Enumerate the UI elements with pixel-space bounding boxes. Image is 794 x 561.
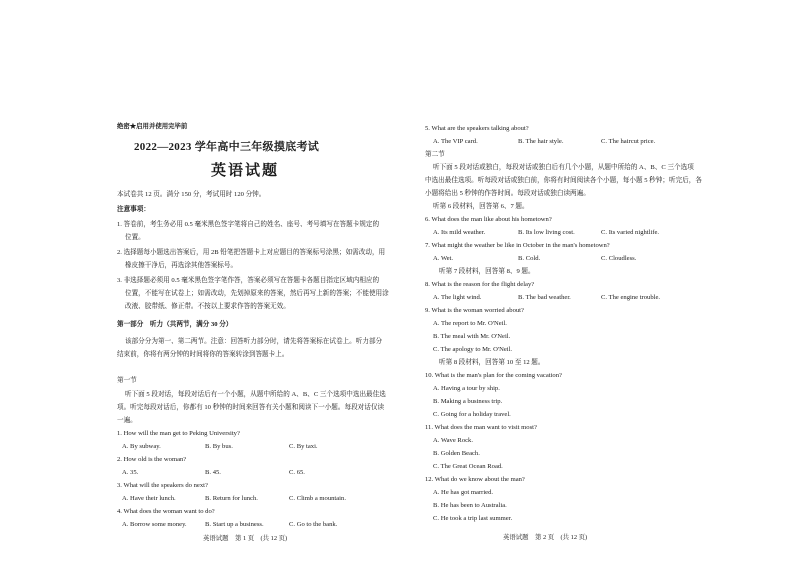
- q7-option-c: C. Cloudless.: [601, 255, 637, 262]
- question-7: 7. What might the weather be like in October in the man's hometown?: [425, 242, 610, 249]
- note-1-line-2: 位置。: [125, 234, 145, 241]
- q6-option-a: A. Its mild weather.: [433, 229, 486, 236]
- question-8: 8. What is the reason for the flight delay?: [425, 281, 535, 288]
- q3-option-c: C. Climb a mountain.: [289, 495, 346, 502]
- notes-heading: 注意事项：: [117, 206, 150, 213]
- note-3-line-2: 位置，不能写在试卷上；如需改动，先划掉原来的答案，然后再写上新的答案；不能使用涂: [125, 290, 389, 297]
- exam-info: 本试卷共 12 页。满分 150 分，考试用时 120 分钟。: [117, 191, 266, 198]
- question-4: 4. What does the woman want to do?: [117, 508, 215, 515]
- q6-option-c: C. Its varied nightlife.: [601, 229, 660, 236]
- q9-option-a: A. The report to Mr. O'Neil.: [433, 320, 507, 327]
- question-11: 11. What does the man want to visit most?: [425, 424, 537, 431]
- q8-option-b: B. The bad weather.: [518, 294, 571, 301]
- q9-option-c: C. The apology to Mr. O'Neil.: [433, 346, 513, 353]
- exam-title: 2022—2023 学年高中三年级摸底考试: [134, 141, 320, 153]
- page-2-footer: 英语试题 第 2 页 (共 12 页): [503, 534, 588, 541]
- q2-option-b: B. 45.: [205, 469, 221, 476]
- q8-option-c: C. The engine trouble.: [601, 294, 661, 301]
- q7-option-a: A. Wet.: [433, 255, 454, 262]
- q6-option-b: B. Its low living cost.: [518, 229, 575, 236]
- part1-desc-line-2: 结束前，你将有两分钟的时间将你的答案转涂到答题卡上。: [117, 351, 289, 358]
- part1-desc-line-1: 该部分分为第一、第二两节。注意：回答听力部分时，请先将答案标在试卷上。听力部分: [125, 338, 383, 345]
- question-10: 10. What is the man's plan for the coming vacation?: [425, 372, 562, 379]
- note-3-line-1: 3. 非选择题必须用 0.5 毫米黑色签字笔作答，答案必须写在答题卡各题目指定区域内相应的: [117, 277, 380, 284]
- question-1: 1. How will the man get to Peking University?: [117, 430, 240, 437]
- section-2-desc-line-2: 中选出最佳选项。听每段对话或独白前，你将有时间阅读各个小题，每小题 5 秒钟；听完后，各: [425, 177, 702, 184]
- section-1-desc-line-1: 听下面 5 段对话，每段对话后有一个小题，从题中所给的 A、B、C 三个选项中选出最佳选: [125, 391, 386, 398]
- listening-7-instruction: 听第 7 段材料，回答第 8、9 题。: [439, 268, 535, 275]
- section-2-label: 第二节: [425, 151, 445, 158]
- q5-option-b: B. The hair style.: [518, 138, 564, 145]
- q7-option-b: B. Cold.: [518, 255, 541, 262]
- part1-heading: 第一部分 听力（共两节，满分 30 分）: [117, 321, 233, 328]
- q8-option-a: A. The light wind.: [433, 294, 482, 301]
- question-2: 2. How old is the woman?: [117, 456, 187, 463]
- q11-option-a: A. Wave Rock.: [433, 437, 473, 444]
- q2-option-c: C. 65.: [289, 469, 305, 476]
- question-5: 5. What are the speakers talking about?: [425, 125, 529, 132]
- q4-option-c: C. Go to the bank.: [289, 521, 338, 528]
- question-12: 12. What do we know about the man?: [425, 476, 525, 483]
- paper-title: 英语试题: [211, 163, 280, 179]
- section-1-label: 第一节: [117, 377, 137, 384]
- q1-option-a: A. By subway.: [122, 443, 161, 450]
- q4-option-a: A. Borrow some money.: [122, 521, 187, 528]
- q5-option-a: A. The VIP card.: [433, 138, 478, 145]
- confidential-label: 绝密★启用并使用完毕前: [117, 123, 188, 130]
- q11-option-c: C. The Great Ocean Road.: [433, 463, 503, 470]
- q10-option-c: C. Going for a holiday travel.: [433, 411, 511, 418]
- section-1-desc-line-3: 一遍。: [117, 417, 137, 424]
- note-3-line-3: 改液、胶带纸、修正带。不按以上要求作答的答案无效。: [125, 303, 290, 310]
- q2-option-a: A. 35.: [122, 469, 139, 476]
- listening-6-instruction: 听第 6 段材料，回答第 6、7 题。: [433, 203, 529, 210]
- q1-option-b: B. By bus.: [205, 443, 233, 450]
- q10-option-b: B. Making a business trip.: [433, 398, 503, 405]
- q4-option-b: B. Start up a business.: [205, 521, 264, 528]
- q11-option-b: B. Golden Beach.: [433, 450, 480, 457]
- note-1-line-1: 1. 答卷前，考生务必用 0.5 毫米黑色签字笔将自己的姓名、座号、考号填写在答题卡规定的: [117, 221, 380, 228]
- q12-option-a: A. He has got married.: [433, 489, 494, 496]
- q12-option-c: C. He took a trip last summer.: [433, 515, 513, 522]
- q3-option-b: B. Return for lunch.: [205, 495, 258, 502]
- q3-option-a: A. Have their lunch.: [122, 495, 176, 502]
- q10-option-a: A. Having a tour by ship.: [433, 385, 500, 392]
- note-2-line-2: 橡皮擦干净后，再选涂其他答案标号。: [125, 262, 238, 269]
- question-3: 3. What will the speakers do next?: [117, 482, 208, 489]
- q5-option-c: C. The haircut price.: [601, 138, 656, 145]
- q9-option-b: B. The meal with Mr. O'Neil.: [433, 333, 511, 340]
- question-6: 6. What does the man like about his hometown?: [425, 216, 552, 223]
- question-9: 9. What is the woman worried about?: [425, 307, 524, 314]
- section-2-desc-line-3: 小题将给出 5 秒钟的作答时间。每段对话或独白读两遍。: [425, 190, 590, 197]
- note-2-line-1: 2. 选择题每小题选出答案后，用 2B 铅笔把答题卡上对应题目的答案标号涂黑；如需改动，用: [117, 249, 386, 256]
- q12-option-b: B. He has been to Australia.: [433, 502, 507, 509]
- section-2-desc-line-1: 听下面 5 段对话或独白，每段对话或独白后有几个小题，从题中所给的 A、B、C 三个选项: [433, 164, 694, 171]
- section-1-desc-line-2: 项。听完每段对话后，你都有 10 秒钟的时间来回答有关小题和阅读下一小题。每段对话仅读: [117, 404, 385, 411]
- page-1-footer: 英语试题 第 1 页 (共 12 页): [203, 535, 288, 542]
- q1-option-c: C. By taxi.: [289, 443, 318, 450]
- listening-8-instruction: 听第 8 段材料，回答第 10 至 12 题。: [439, 359, 545, 366]
